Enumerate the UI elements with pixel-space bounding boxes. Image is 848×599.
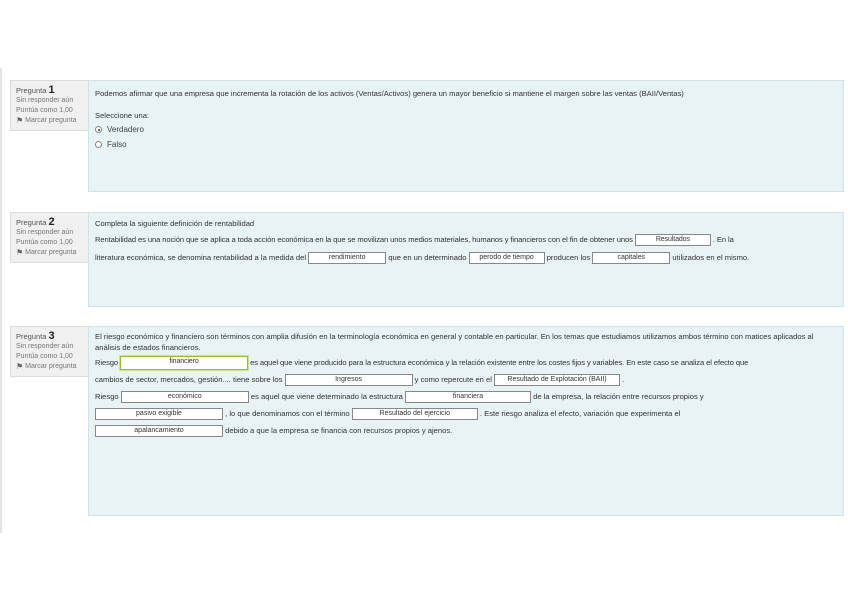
question-status: Sin responder aún [16, 97, 74, 104]
answer-field-4[interactable]: económico [121, 391, 249, 403]
flag-label: Marcar pregunta [25, 363, 77, 370]
question-status: Sin responder aún [16, 343, 74, 350]
question-line-2: literatura económica, se denomina rentabilidad a la medida del rendimiento que en un determinado perodo de tiempo producen los capitales utilizados en el mismo. [95, 253, 750, 262]
answer-field-7[interactable]: Resultado del ejercicio [352, 408, 478, 420]
radio-verdadero[interactable] [95, 126, 102, 133]
question-content [88, 326, 844, 516]
answer-field-1[interactable]: financiero [120, 356, 248, 370]
answer-field-2[interactable]: Ingresos [285, 374, 413, 386]
answer-field-1[interactable]: Resultados [635, 234, 711, 246]
flag-question-button[interactable] [16, 362, 86, 372]
question-number: Pregunta 1 [16, 84, 55, 96]
question-line-1: Riesgo financiero es aquel que viene producido para la estructura económica y la relación existente entre los costes fijos y variables. En este caso se analiza el efecto que [95, 356, 837, 370]
flag-question-button[interactable] [16, 116, 86, 126]
answer-field-4[interactable]: capitales [592, 252, 670, 264]
answer-field-5[interactable]: financiera [405, 391, 531, 403]
question-score: Puntúa como 1,00 [16, 353, 73, 360]
answer-field-6[interactable]: pasivo exigible [95, 408, 223, 420]
flag-icon: ⚑ [16, 116, 24, 125]
flag-label: Marcar pregunta [25, 117, 77, 124]
radio-falso[interactable] [95, 141, 102, 148]
answer-field-2[interactable]: rendimiento [308, 252, 386, 264]
page-left-border [0, 68, 2, 533]
flag-icon: ⚑ [16, 248, 24, 257]
question-line-5: apalancamiento debido a que la empresa se financia con recursos propios y ajenos. [95, 424, 837, 438]
question-content [88, 80, 844, 192]
question-line-2: cambios de sector, mercados, gestión.... tiene sobre los Ingresos y como repercute en el Resultado de Explotación (BAII) . [95, 375, 625, 384]
flag-label: Marcar pregunta [25, 249, 77, 256]
question-line-1: Rentabilidad es una noción que se aplica a toda acción económica en la que se movilizan unos medios materiales, humanos y financieros con el fin de obtener unos Resultados . En la [95, 235, 734, 244]
question-number: Pregunta 2 [16, 216, 55, 228]
option-verdadero[interactable]: Verdadero [95, 125, 837, 134]
question-info [10, 80, 92, 131]
question-score: Puntúa como 1,00 [16, 107, 73, 114]
question-title: Completa la siguiente definición de rentabilidad [95, 219, 255, 228]
question-info [10, 326, 92, 377]
question-intro: El riesgo económico y financiero son términos con amplia difusión en la terminología económica en general y contable en particular. En los temas que estudiamos utilizamos ambos término con matices aplicados al análisis de estados financieros. [95, 332, 814, 352]
question-content [88, 212, 844, 307]
option-falso[interactable]: Falso [95, 140, 837, 149]
question-line-4: pasivo exigible , lo que denominamos con el término Resultado del ejercicio . Este riesgo analiza el efecto, variación que experimenta el [95, 407, 837, 421]
question-score: Puntúa como 1,00 [16, 239, 73, 246]
select-prompt: Seleccione una: [95, 111, 150, 120]
question-status: Sin responder aún [16, 229, 74, 236]
question-line-3: Riesgo económico es aquel que viene determinado la estructura financiera de la empresa, la relación entre recursos propios y [95, 392, 704, 401]
flag-question-button[interactable] [16, 248, 86, 258]
question-number: Pregunta 3 [16, 330, 55, 342]
answer-field-3[interactable]: perodo de tiempo [469, 252, 545, 264]
answer-field-8[interactable]: apalancamiento [95, 425, 223, 437]
question-text: Podemos afirmar que una empresa que incrementa la rotación de los activos (Ventas/Activos) genera un mayor beneficio si mantiene el margen sobre las ventas (BAII/Ventas) [95, 89, 684, 98]
question-info [10, 212, 92, 263]
flag-icon: ⚑ [16, 362, 24, 371]
answer-field-3[interactable]: Resultado de Explotación (BAII) [494, 374, 620, 386]
